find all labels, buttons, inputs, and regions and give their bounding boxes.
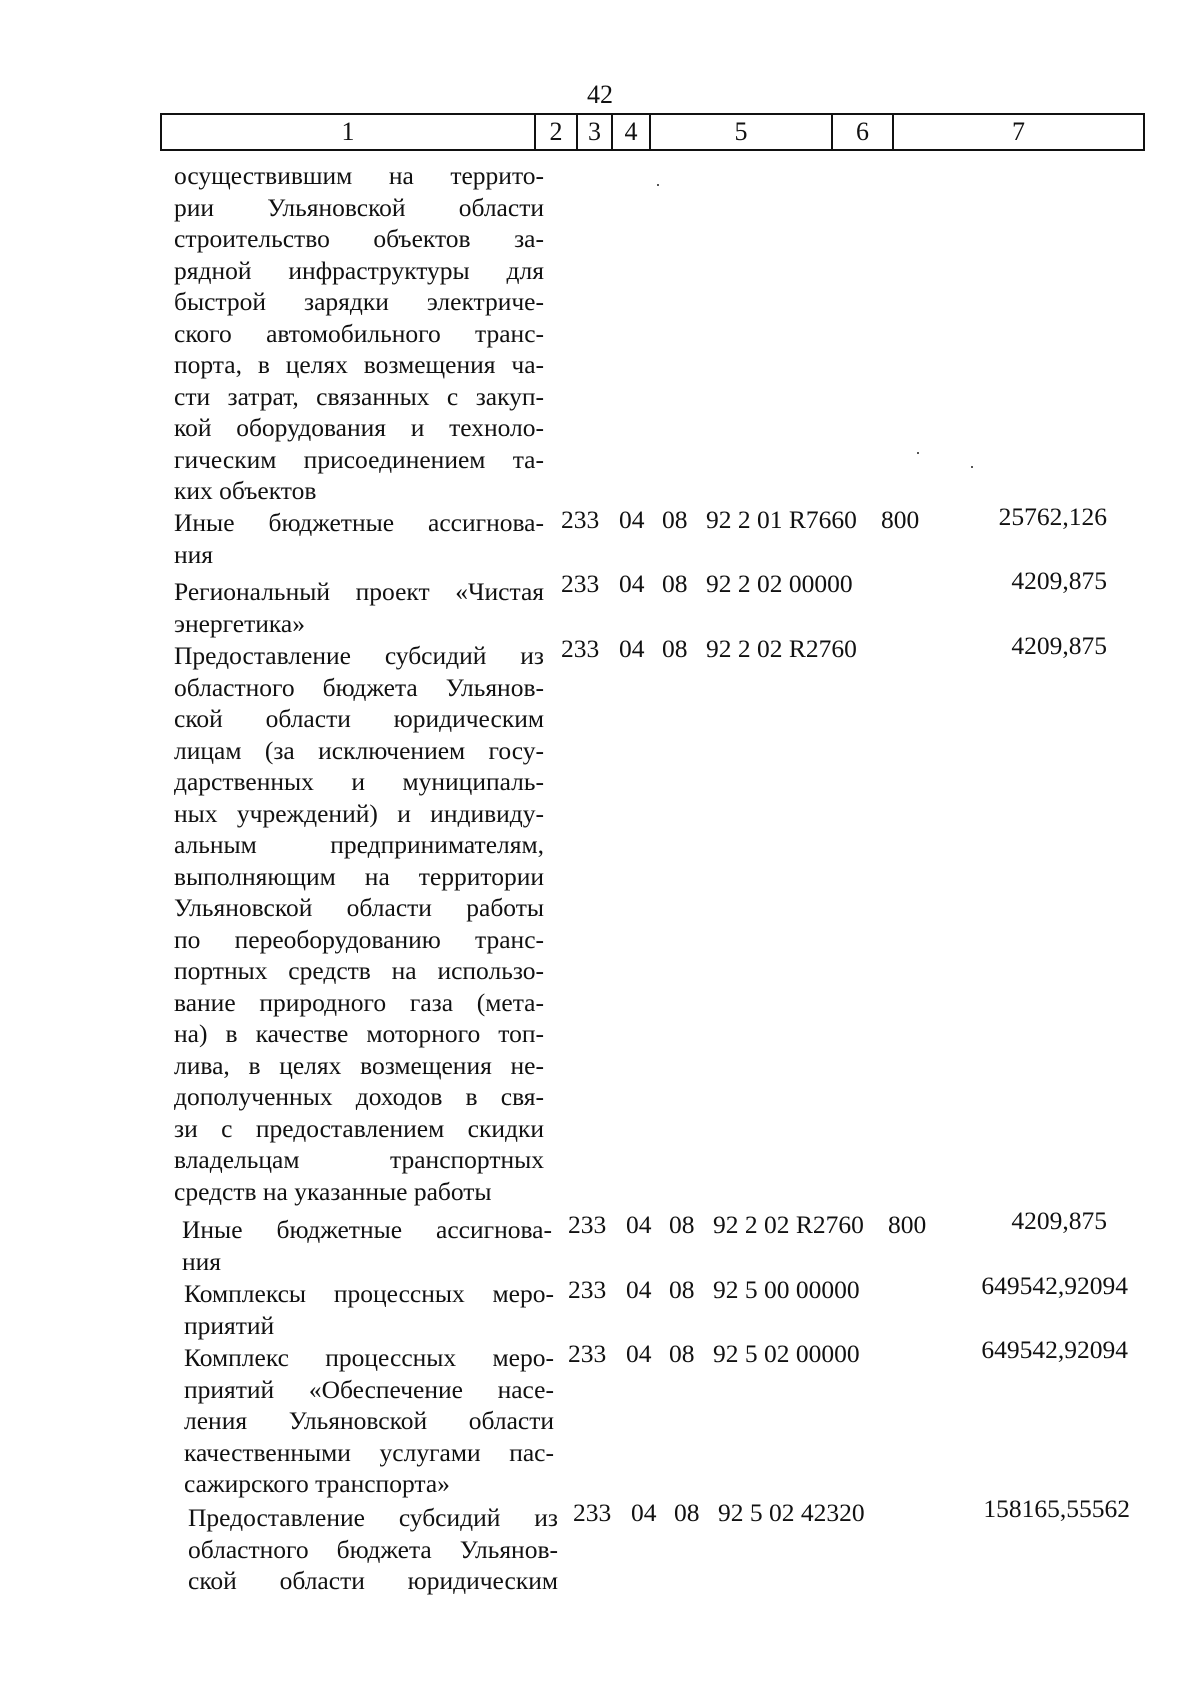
description-line: Ульяновской области работы	[174, 893, 544, 922]
row-description	[174, 576, 544, 639]
description-line: порта, в целях возмещения ча-	[174, 350, 544, 379]
description-line: ких объектов	[174, 476, 317, 505]
description-line: альным предпринимателям,	[174, 830, 544, 859]
description-line: ния	[174, 539, 214, 569]
cell-col-4: 08	[662, 505, 688, 534]
cell-col-5: 92 2 01 R7660	[706, 505, 857, 534]
description-line: дополученных доходов в свя-	[174, 1082, 544, 1111]
row-description	[188, 1502, 558, 1597]
cell-col-5: 92 5 00 00000	[713, 1275, 860, 1304]
row-description	[174, 507, 544, 570]
column-header-1: 1	[161, 114, 535, 150]
row-description	[182, 1214, 552, 1277]
cell-col-5: 92 2 02 R2760	[706, 634, 857, 663]
cell-col-7: 649542,92094	[981, 1335, 1128, 1364]
row-description	[184, 1278, 554, 1341]
description-line: лива, в целях возмещения не-	[174, 1050, 544, 1080]
cell-col-5: 92 5 02 42320	[718, 1498, 865, 1527]
cell-col-7: 4209,875	[1011, 631, 1107, 660]
row-description	[174, 160, 544, 507]
description-line: ского автомобильного транс-	[174, 318, 544, 348]
description-line: Комплексы процессных меро-	[184, 1279, 554, 1308]
column-header-7: 7	[893, 114, 1144, 150]
description-line: осуществившим на террито-	[174, 161, 544, 190]
description-line: рядной инфраструктуры для	[174, 255, 544, 285]
description-line: областного бюджета Ульянов-	[174, 672, 544, 702]
description-line: рии Ульяновской области	[174, 192, 544, 222]
scan-speck	[917, 452, 919, 454]
cell-col-3: 04	[619, 505, 645, 534]
description-line: областного бюджета Ульянов-	[188, 1534, 558, 1564]
description-line: сти затрат, связанных с закуп-	[174, 381, 544, 411]
cell-col-3: 04	[626, 1275, 652, 1304]
description-line: приятий	[184, 1310, 275, 1340]
cell-col-7: 649542,92094	[981, 1271, 1128, 1300]
description-line: быстрой зарядки электриче-	[174, 287, 544, 316]
column-header-2: 2	[535, 114, 577, 150]
scan-speck	[971, 466, 973, 468]
description-line: ления Ульяновской области	[184, 1406, 554, 1435]
cell-col-5: 92 2 02 00000	[706, 569, 853, 598]
cell-col-5: 92 2 02 R2760	[713, 1210, 864, 1239]
row-description	[184, 1342, 554, 1500]
cell-col-4: 08	[662, 569, 688, 598]
cell-col-7: 158165,55562	[983, 1494, 1130, 1523]
column-header-5: 5	[650, 114, 832, 150]
description-line: качественными услугами пас-	[184, 1437, 554, 1467]
description-line: энергетика»	[174, 608, 305, 638]
row-description	[174, 640, 544, 1207]
cell-col-2: 233	[568, 1339, 607, 1368]
cell-col-3: 04	[626, 1210, 652, 1239]
description-line: на) в качестве моторного топ-	[174, 1019, 544, 1048]
cell-col-2: 233	[561, 505, 600, 534]
description-line: по переоборудованию транс-	[174, 924, 544, 954]
scan-speck	[657, 184, 659, 186]
cell-col-3: 04	[631, 1498, 657, 1527]
description-line: зи с предоставлением скидки	[174, 1113, 544, 1143]
description-line: портных средств на использо-	[174, 956, 544, 985]
description-line: лицам (за исключением госу-	[174, 735, 544, 765]
cell-col-3: 04	[619, 569, 645, 598]
cell-col-6: 800	[888, 1210, 927, 1239]
description-line: Предоставление субсидий из	[188, 1503, 558, 1532]
description-line: выполняющим на территории	[174, 861, 544, 891]
description-line: Иные бюджетные ассигнова-	[174, 508, 544, 537]
cell-col-7: 25762,126	[998, 502, 1107, 531]
description-line: ных учреждений) и индивиду-	[174, 798, 544, 828]
cell-col-7: 4209,875	[1011, 566, 1107, 595]
description-line: владельцам транспортных	[174, 1145, 544, 1174]
cell-col-6: 800	[881, 505, 920, 534]
cell-col-7: 4209,875	[1011, 1206, 1107, 1235]
column-header-4: 4	[612, 114, 650, 150]
description-line: дарственных и муниципаль-	[174, 767, 544, 796]
column-header-6: 6	[832, 114, 893, 150]
description-line: строительство объектов за-	[174, 224, 544, 253]
cell-col-5: 92 5 02 00000	[713, 1339, 860, 1368]
cell-col-3: 04	[626, 1339, 652, 1368]
column-header-3: 3	[577, 114, 612, 150]
description-line: сажирского транспорта»	[184, 1469, 450, 1498]
description-line: вание природного газа (мета-	[174, 987, 544, 1017]
cell-col-4: 08	[674, 1498, 700, 1527]
description-line: Иные бюджетные ассигнова-	[182, 1215, 552, 1244]
description-line: гическим присоединением та-	[174, 444, 544, 474]
cell-col-2: 233	[568, 1275, 607, 1304]
cell-col-4: 08	[669, 1210, 695, 1239]
cell-col-2: 233	[573, 1498, 612, 1527]
description-line: приятий «Обеспечение насе-	[184, 1374, 554, 1404]
cell-col-2: 233	[568, 1210, 607, 1239]
description-line: кой оборудования и техноло-	[174, 413, 544, 442]
cell-col-2: 233	[561, 634, 600, 663]
cell-col-3: 04	[619, 634, 645, 663]
description-line: средств на указанные работы	[174, 1176, 492, 1206]
description-line: Комплекс процессных меро-	[184, 1343, 554, 1372]
description-line: Предоставление субсидий из	[174, 641, 544, 670]
cell-col-2: 233	[561, 569, 600, 598]
cell-col-4: 08	[662, 634, 688, 663]
description-line: ской области юридическим	[188, 1566, 558, 1595]
description-line: ской области юридическим	[174, 704, 544, 733]
description-line: ния	[182, 1246, 222, 1276]
page-number: 42	[587, 80, 613, 109]
cell-col-4: 08	[669, 1339, 695, 1368]
cell-col-4: 08	[669, 1275, 695, 1304]
description-line: Региональный проект «Чистая	[174, 577, 544, 606]
